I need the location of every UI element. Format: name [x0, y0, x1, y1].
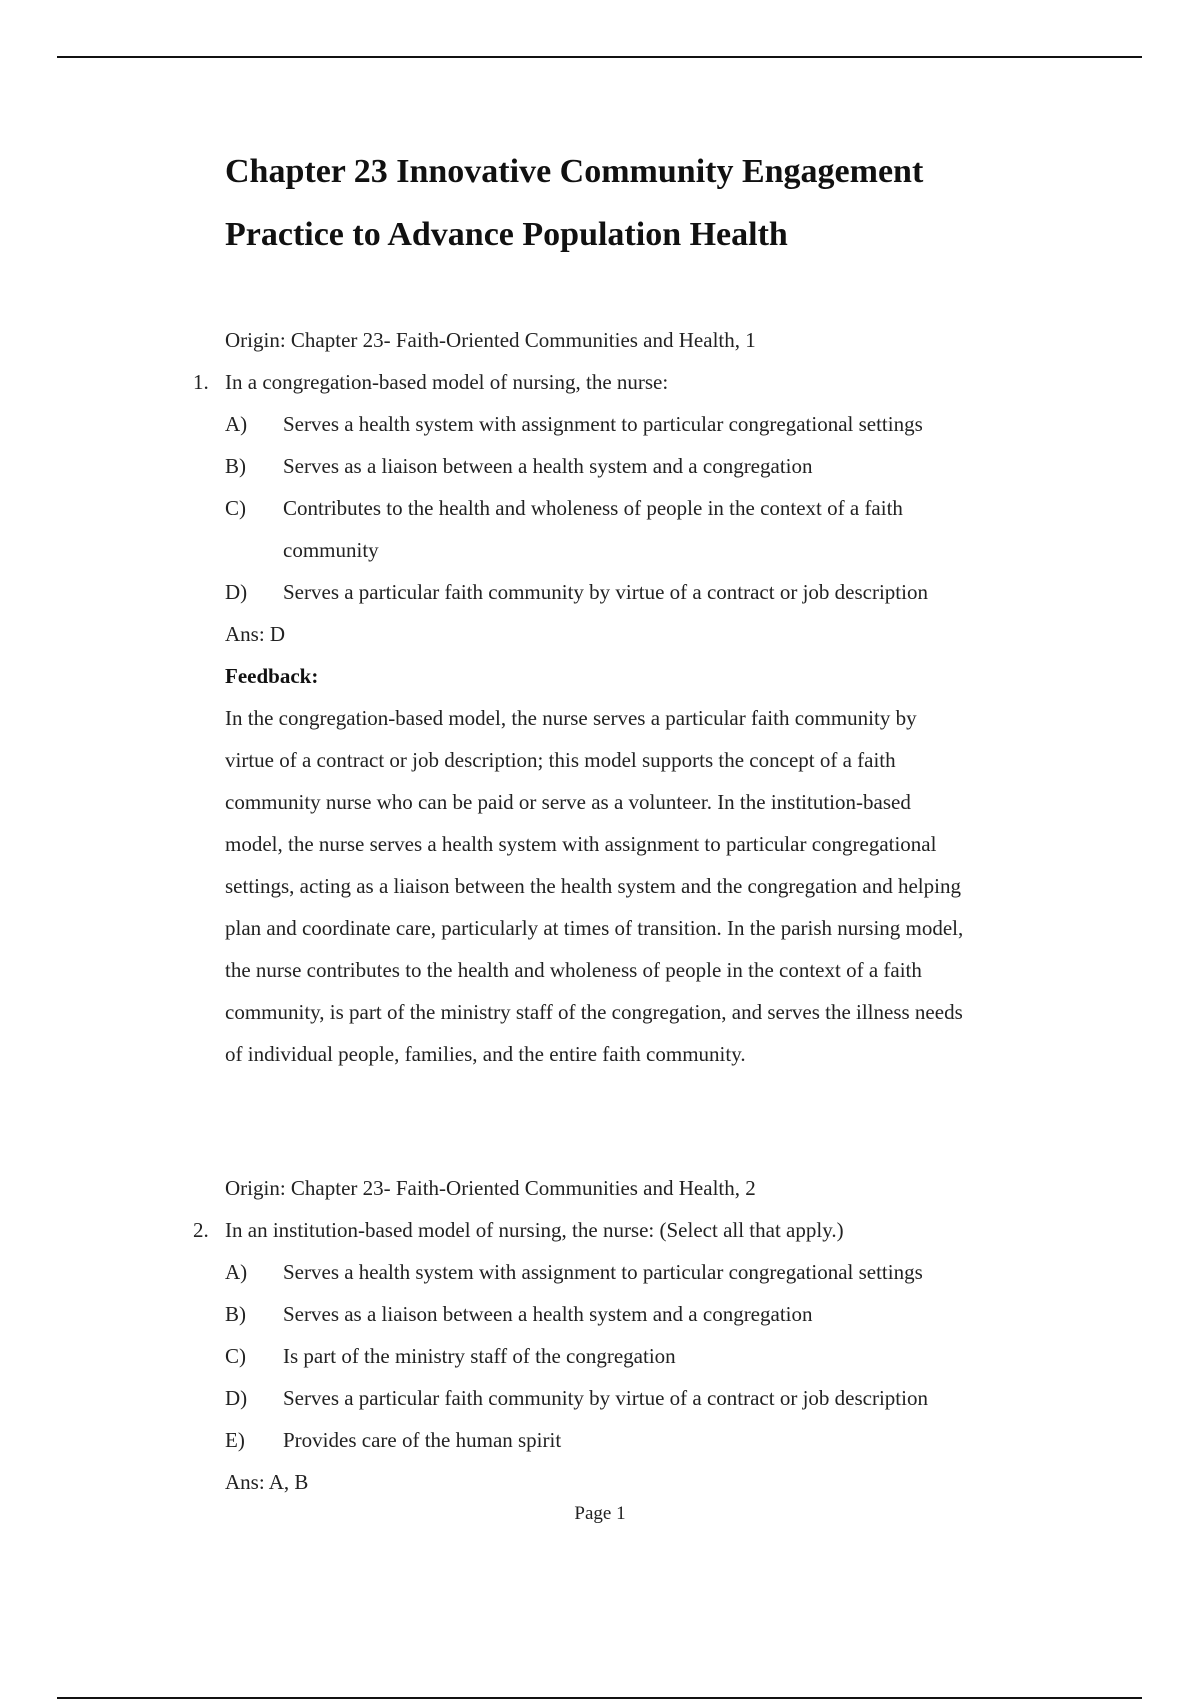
answer-line: Ans: D: [225, 622, 286, 646]
answer-option: [225, 1419, 928, 1461]
feedback-line: the nurse contributes to the health and wholeness of people in the context of a faith: [225, 958, 922, 982]
answer-option: [225, 1251, 928, 1293]
question-stem: [193, 1209, 928, 1251]
feedback-line: settings, acting as a liaison between the health system and the congregation and helping: [225, 874, 961, 898]
option-letter: C): [225, 1344, 246, 1368]
feedback-label: Feedback:: [225, 664, 319, 688]
question-text: In a congregation-based model of nursing, the nurse:: [225, 370, 669, 394]
question-stem: [193, 361, 963, 403]
chapter-title: [225, 140, 923, 266]
feedback-line: In the congregation-based model, the nurse serves a particular faith community by: [225, 706, 917, 730]
title-line: Chapter 23 Innovative Community Engagement: [225, 153, 924, 190]
footer-rule: [57, 1697, 1142, 1699]
option-letter: A): [225, 412, 248, 436]
feedback-line: plan and coordinate care, particularly at times of transition. In the parish nursing model,: [225, 916, 964, 940]
answer-option: [225, 1293, 928, 1335]
question-1: [193, 319, 964, 1075]
feedback-line: of individual people, families, and the entire faith community.: [225, 1042, 746, 1066]
feedback-line: community, is part of the ministry staff of the congregation, and serves the illness needs: [225, 1000, 963, 1024]
option-text: Serves as a liaison between a health system and a congregation: [283, 454, 813, 478]
question-number: 2.: [193, 1218, 209, 1242]
page-number: Page 1: [574, 1503, 626, 1524]
option-letter: B): [225, 1302, 246, 1326]
answer-option: [225, 529, 963, 571]
title-line: Practice to Advance Population Health: [225, 216, 788, 253]
question-number: 1.: [193, 370, 209, 394]
option-text: Serves a particular faith community by virtue of a contract or job description: [283, 580, 928, 604]
answer-option: [225, 571, 963, 613]
feedback-line: virtue of a contract or job description; this model supports the concept of a faith: [225, 748, 896, 772]
option-text: Serves as a liaison between a health system and a congregation: [283, 1302, 813, 1326]
option-text: Serves a particular faith community by virtue of a contract or job description: [283, 1386, 928, 1410]
option-letter: E): [225, 1428, 245, 1452]
option-text: Provides care of the human spirit: [283, 1428, 562, 1452]
option-text: Serves a health system with assignment to particular congregational settings: [283, 412, 923, 436]
feedback-line: model, the nurse serves a health system with assignment to particular congregational: [225, 832, 937, 856]
option-letter: D): [225, 1386, 248, 1410]
origin-line: Origin: Chapter 23- Faith-Oriented Communities and Health, 2: [225, 1176, 756, 1200]
option-letter: D): [225, 580, 248, 604]
answer-option: [225, 1377, 928, 1419]
question-text: In an institution-based model of nursing, the nurse: (Select all that apply.): [225, 1218, 844, 1242]
feedback-line: community nurse who can be paid or serve as a volunteer. In the institution-based: [225, 790, 911, 814]
answer-option: [225, 487, 963, 529]
option-text: Serves a health system with assignment to particular congregational settings: [283, 1260, 923, 1284]
question-2: [193, 1167, 928, 1503]
option-text: community: [283, 538, 379, 562]
header-rule: [57, 56, 1142, 58]
origin-line: Origin: Chapter 23- Faith-Oriented Communities and Health, 1: [225, 328, 756, 352]
answer-option: [225, 445, 963, 487]
option-letter: C): [225, 496, 246, 520]
answer-option: [225, 403, 963, 445]
option-letter: B): [225, 454, 246, 478]
option-letter: A): [225, 1260, 248, 1284]
option-text: Contributes to the health and wholeness of people in the context of a faith: [283, 496, 903, 520]
option-text: Is part of the ministry staff of the congregation: [283, 1344, 676, 1368]
answer-line: Ans: A, B: [225, 1470, 309, 1494]
answer-option: [225, 1335, 928, 1377]
